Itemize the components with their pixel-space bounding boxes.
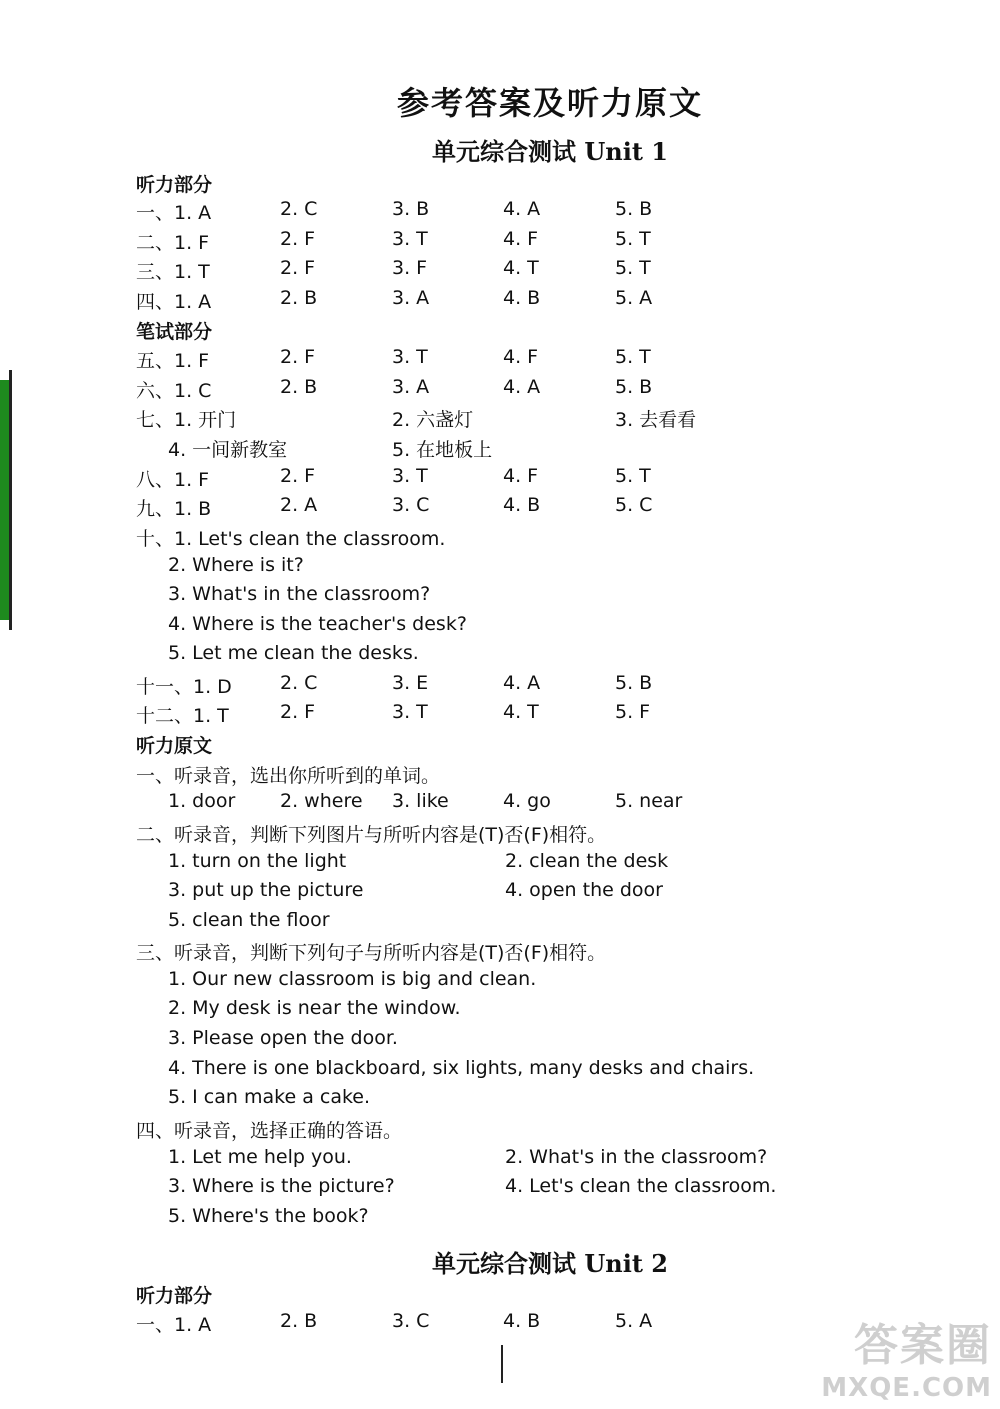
q10-line: 十、1. Let's clean the classroom. — [136, 528, 446, 550]
answer-row-q7 — [0, 405, 1000, 435]
answer-cell: 2. F — [280, 465, 316, 487]
script-q4-title: 四、听录音，选择正确的答语。 — [136, 1120, 403, 1142]
script-q2-item: 1. turn on the light — [168, 850, 347, 872]
q10-line: 2. Where is it? — [168, 554, 304, 576]
answer-row — [0, 376, 1000, 406]
answer-cell: 十一、1. D — [136, 676, 232, 698]
answer-cell: 2. F — [280, 257, 316, 279]
answer-cell: 三、1. T — [136, 261, 210, 283]
script-q2-item: 2. clean the desk — [505, 850, 669, 872]
script-q4-item: 1. Let me help you. — [168, 1146, 352, 1168]
answer-cell: 2. C — [280, 198, 318, 220]
answer-row — [0, 701, 1000, 731]
answer-cell: 四、1. A — [136, 291, 212, 313]
answer-cell: 5. A — [615, 1310, 653, 1332]
answer-cell: 5. C — [615, 494, 653, 516]
script-q1-items — [0, 790, 1000, 820]
script-q3-title: 三、听录音，判断下列句子与所听内容是(T)否(F)相符。 — [136, 942, 607, 964]
script-q2-title: 二、听录音，判断下列图片与所听内容是(T)否(F)相符。 — [136, 824, 607, 846]
answer-cell: 4. 一间新教室 — [168, 439, 288, 461]
answer-cell: 3. B — [392, 198, 430, 220]
script-q4-item: 4. Let's clean the classroom. — [505, 1175, 777, 1197]
script-q2-item: 3. put up the picture — [168, 879, 364, 901]
unit2-heading: 单元综合测试 Unit 2 — [432, 1249, 668, 1278]
answer-cell: 1. door — [168, 790, 236, 812]
answer-cell: 3. like — [392, 790, 449, 812]
answer-cell: 3. T — [392, 701, 428, 723]
answer-cell: 2. F — [280, 346, 316, 368]
answer-row — [0, 494, 1000, 524]
script-q3-item: 5. I can make a cake. — [168, 1086, 371, 1108]
answer-cell: 3. T — [392, 346, 428, 368]
script-q3-item: 4. There is one blackboard, six lights, many desks and chairs. — [168, 1057, 755, 1079]
watermark — [821, 1309, 992, 1403]
answer-row — [0, 465, 1000, 495]
answer-cell: 二、1. F — [136, 232, 210, 254]
script-q4-item: 3. Where is the picture? — [168, 1175, 395, 1197]
answer-cell: 五、1. F — [136, 350, 210, 372]
written-section-label: 笔试部分 — [136, 321, 213, 343]
q10-line: 5. Let me clean the desks. — [168, 642, 419, 664]
answer-row-q7-cont — [0, 435, 1000, 465]
answer-cell: 3. A — [392, 287, 430, 309]
watermark-url: MXQE.COM — [821, 1373, 992, 1403]
answer-cell: 5. near — [615, 790, 683, 812]
watermark-logo-text: 答案圈 — [854, 1320, 992, 1371]
answer-cell: 5. B — [615, 198, 653, 220]
answer-cell: 5. B — [615, 672, 653, 694]
answer-cell: 3. E — [392, 672, 429, 694]
answer-cell: 十二、1. T — [136, 705, 229, 727]
script-q3-item: 3. Please open the door. — [168, 1027, 398, 1049]
answer-cell: 一、1. A — [136, 1314, 212, 1336]
answer-cell: 3. A — [392, 376, 430, 398]
answer-cell: 2. A — [280, 494, 318, 516]
answer-row — [0, 346, 1000, 376]
answer-cell: 六、1. C — [136, 380, 212, 402]
answer-row — [0, 228, 1000, 258]
answer-row — [0, 672, 1000, 702]
script-q2-item: 4. open the door — [505, 879, 663, 901]
script-q3-item: 2. My desk is near the window. — [168, 997, 461, 1019]
unit1-heading: 单元综合测试 Unit 1 — [432, 137, 668, 166]
answer-cell: 4. B — [503, 1310, 541, 1332]
answer-cell: 4. A — [503, 198, 541, 220]
script-q4-item: 2. What's in the classroom? — [505, 1146, 768, 1168]
answer-row — [0, 198, 1000, 228]
answer-cell: 4. B — [503, 287, 541, 309]
answer-cell: 2. B — [280, 1310, 318, 1332]
script-q3-item: 1. Our new classroom is big and clean. — [168, 968, 537, 990]
page-title: 参考答案及听力原文 — [396, 84, 703, 122]
answer-cell: 4. F — [503, 228, 539, 250]
q10-line: 4. Where is the teacher's desk? — [168, 613, 467, 635]
q10-line: 3. What's in the classroom? — [168, 583, 431, 605]
answer-row — [0, 257, 1000, 287]
answer-cell: 一、1. A — [136, 202, 212, 224]
answer-row — [0, 287, 1000, 317]
answer-cell: 5. A — [615, 287, 653, 309]
answer-cell: 5. F — [615, 701, 651, 723]
answer-cell: 4. F — [503, 346, 539, 368]
answer-cell: 5. T — [615, 465, 651, 487]
page-number-mark — [501, 1345, 503, 1383]
answer-cell: 5. B — [615, 376, 653, 398]
answer-cell: 4. T — [503, 701, 539, 723]
answer-cell: 5. T — [615, 257, 651, 279]
answer-cell: 2. B — [280, 287, 318, 309]
answer-cell: 4. A — [503, 376, 541, 398]
answer-cell: 九、1. B — [136, 498, 212, 520]
answer-cell: 3. 去看看 — [615, 409, 697, 431]
answer-cell: 2. C — [280, 672, 318, 694]
answer-cell: 2. B — [280, 376, 318, 398]
answer-cell: 3. C — [392, 494, 430, 516]
answer-cell: 3. T — [392, 465, 428, 487]
answer-cell: 5. 在地板上 — [392, 439, 493, 461]
answer-cell: 4. B — [503, 494, 541, 516]
script-q2-item: 5. clean the floor — [168, 909, 330, 931]
answer-cell: 5. T — [615, 228, 651, 250]
answer-cell: 5. T — [615, 346, 651, 368]
unit2-listening-label: 听力部分 — [136, 1285, 213, 1307]
listening-section-label: 听力部分 — [136, 174, 213, 196]
answer-cell: 4. F — [503, 465, 539, 487]
answer-cell: 2. F — [280, 701, 316, 723]
answer-cell: 3. T — [392, 228, 428, 250]
answer-cell: 4. go — [503, 790, 551, 812]
answer-cell: 3. F — [392, 257, 428, 279]
script-q4-item: 5. Where's the book? — [168, 1205, 369, 1227]
script-q1-title: 一、听录音，选出你所听到的单词。 — [136, 765, 441, 787]
answer-cell: 4. A — [503, 672, 541, 694]
answer-cell: 七、1. 开门 — [136, 409, 237, 431]
answer-cell: 2. 六盏灯 — [392, 409, 474, 431]
answer-cell: 2. where — [280, 790, 363, 812]
answer-cell: 2. F — [280, 228, 316, 250]
script-section-label: 听力原文 — [136, 735, 213, 757]
answer-cell: 八、1. F — [136, 469, 210, 491]
answer-cell: 4. T — [503, 257, 539, 279]
answer-cell: 3. C — [392, 1310, 430, 1332]
